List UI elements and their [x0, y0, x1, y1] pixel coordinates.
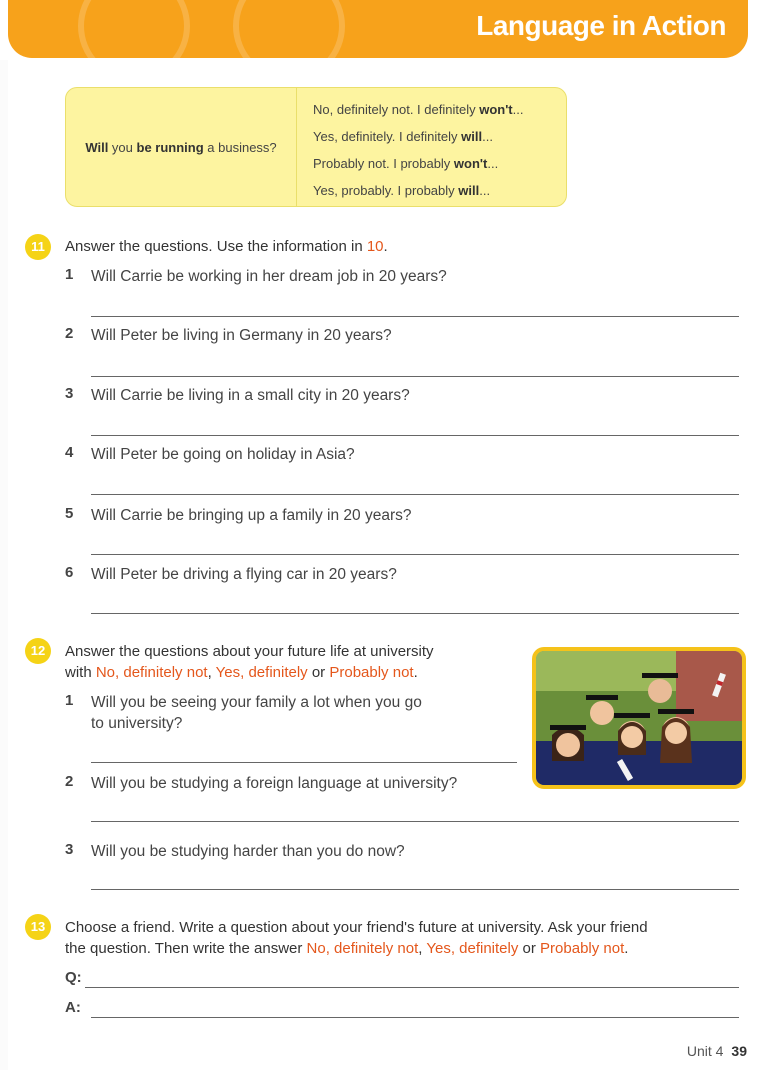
answer-line-field[interactable] [91, 762, 517, 763]
q-label: Q: [65, 969, 82, 986]
question-answer-field[interactable] [85, 987, 739, 988]
graduates-illustration [536, 651, 742, 785]
exercise-number-badge: 11 [25, 234, 51, 260]
answer-line: Yes, probably. I probably will... [313, 183, 491, 198]
exercise-number-badge: 12 [25, 638, 51, 664]
answer-line-field[interactable] [91, 889, 739, 890]
exercise-12-instruction: Answer the questions about your future life at university with No, definitely not, Yes, definitely or Probably not. [65, 643, 434, 681]
answer-line-field[interactable] [91, 554, 739, 555]
globe-decoration-icon [78, 0, 190, 58]
exercise-11-instruction: Answer the questions. Use the information in 10. [65, 238, 388, 255]
globe-decoration-icon [233, 0, 345, 58]
question-number: 4 [65, 444, 74, 461]
unit-label: Unit 4 [686, 1043, 724, 1059]
answer-line-field[interactable] [91, 613, 739, 614]
question-text: Will Carrie be working in her dream job in 20 years? [91, 268, 447, 285]
question-text: Will Peter be going on holiday in Asia? [91, 446, 355, 463]
question-text: Will you be studying a foreign language at university? [91, 775, 458, 792]
question-text: Will Peter be driving a flying car in 20 years? [91, 566, 397, 583]
answer-line: Yes, definitely. I definitely will... [313, 129, 493, 144]
question-number: 3 [65, 385, 74, 402]
exercise-13-instruction: Choose a friend. Write a question about your friend's future at university. Ask your friend the question. Then write the answer No, definitely not, Yes, definitely or Probably not. [65, 919, 648, 957]
question-text: Will Peter be living in Germany in 20 years? [91, 327, 392, 344]
question-number: 2 [65, 773, 74, 790]
question-text: Will you be seeing your family a lot when you go to university? [91, 694, 422, 732]
language-box [65, 87, 567, 207]
question-number: 2 [65, 325, 74, 342]
exercise-number-badge: 13 [25, 914, 51, 940]
question-number: 1 [65, 692, 74, 709]
answer-line-field[interactable] [91, 316, 739, 317]
question-number: 6 [65, 564, 74, 581]
question-word-will: Will [85, 139, 109, 155]
answer-line: Probably not. I probably won't... [313, 156, 499, 171]
answer-answer-field[interactable] [91, 1017, 739, 1018]
question-text: Will you be studying harder than you do now? [91, 843, 405, 860]
page-edge [0, 60, 8, 1070]
question-verb: be running [136, 139, 204, 155]
language-box-answers [297, 88, 566, 206]
answer-line-field[interactable] [91, 821, 739, 822]
page-footer [687, 1043, 747, 1059]
answer-line: No, definitely not. I definitely won't... [313, 102, 524, 117]
question-text: Will Carrie be living in a small city in 20 years? [91, 387, 410, 404]
question-number: 3 [65, 841, 74, 858]
header-banner [8, 0, 748, 58]
answer-line-field[interactable] [91, 435, 739, 436]
question-text: Will Carrie be bringing up a family in 20 years? [91, 507, 412, 524]
question-number: 1 [65, 266, 74, 283]
answer-line-field[interactable] [91, 494, 739, 495]
question-number: 5 [65, 505, 74, 522]
answer-line-field[interactable] [91, 376, 739, 377]
language-box-question [66, 88, 297, 206]
question-part: you [108, 139, 137, 155]
page-title: Language in Action [476, 10, 726, 41]
a-label: A: [65, 999, 81, 1016]
question-part: a business? [203, 139, 277, 155]
graduates-photo [532, 647, 746, 789]
page-number: 39 [731, 1043, 747, 1059]
